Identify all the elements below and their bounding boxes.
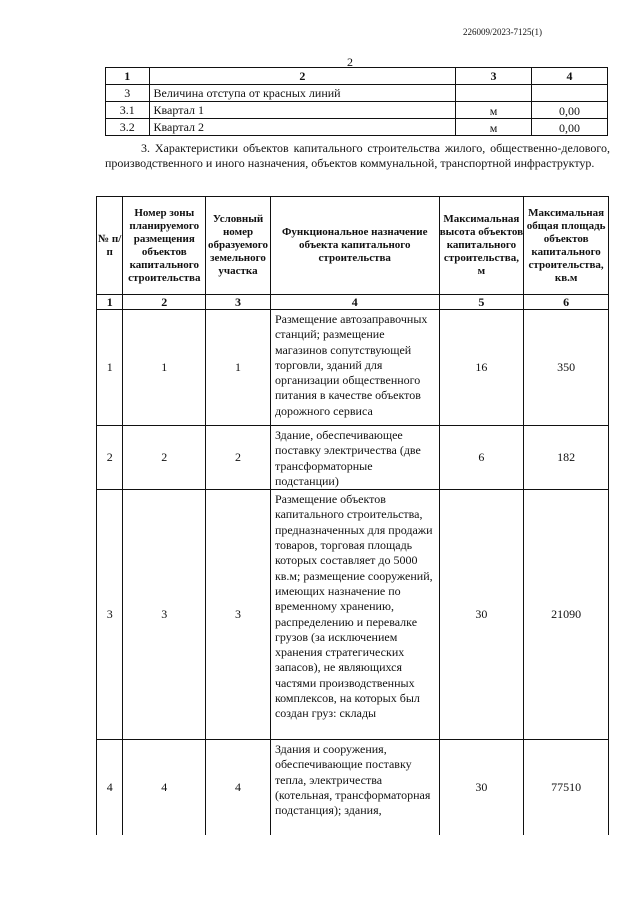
row-name: Величина отступа от красных линий	[149, 85, 456, 102]
max-area: 77510	[524, 740, 609, 835]
zone-number: 4	[123, 740, 206, 835]
header-cell: Номер зоны планируемого размещения объектов капитального строительства	[123, 197, 206, 295]
row-unit: м	[456, 119, 532, 136]
indents-table	[105, 67, 608, 136]
table-row	[106, 85, 608, 102]
table-row	[97, 310, 609, 426]
table-row	[97, 426, 609, 490]
row-number: 1	[97, 310, 123, 426]
max-height: 30	[439, 490, 524, 740]
table-row	[97, 740, 609, 835]
capital-construction-table	[96, 196, 609, 835]
plot-number: 3	[206, 490, 271, 740]
col-number: 1	[97, 295, 123, 310]
purpose-text: Здания и сооружения, обеспечивающие поставку тепла, электричества (котельная, трансформаторная подстанция); здания,	[270, 740, 439, 835]
plot-number: 2	[206, 426, 271, 490]
row-number: 3	[106, 85, 150, 102]
row-unit	[456, 85, 532, 102]
zone-number: 2	[123, 426, 206, 490]
max-height: 30	[439, 740, 524, 835]
row-value: 0,00	[531, 119, 607, 136]
section-paragraph: 3. Характеристики объектов капитального строительства жилого, общественно-делового, производственного и иного назначения, объектов коммунальной, транспортной инфраструктур.	[105, 141, 610, 170]
header-cell: Условный номер образуемого земельного участка	[206, 197, 271, 295]
col-number: 5	[439, 295, 524, 310]
plot-number: 1	[206, 310, 271, 426]
header-cell: № п/п	[97, 197, 123, 295]
purpose-text: Размещение автозаправочных станций; размещение магазинов сопутствующей торговли, зданий для организации общественного питания в качестве объектов дорожного сервиса	[270, 310, 439, 426]
col-number: 2	[149, 68, 456, 85]
page-number: 2	[347, 55, 353, 69]
max-area: 350	[524, 310, 609, 426]
max-height: 16	[439, 310, 524, 426]
document-id: 226009/2023-7125(1)	[463, 27, 542, 37]
column-numbers-row	[97, 295, 609, 310]
col-number: 2	[123, 295, 206, 310]
col-number: 4	[531, 68, 607, 85]
header-cell: Максимальная высота объектов капитального строительства, м	[439, 197, 524, 295]
table-header-row	[106, 68, 608, 85]
row-number: 2	[97, 426, 123, 490]
max-height: 6	[439, 426, 524, 490]
row-value	[531, 85, 607, 102]
header-cell: Функциональное назначение объекта капитального строительства	[270, 197, 439, 295]
row-unit: м	[456, 102, 532, 119]
col-number: 3	[456, 68, 532, 85]
table-row	[106, 102, 608, 119]
plot-number: 4	[206, 740, 271, 835]
row-number: 3	[97, 490, 123, 740]
row-value: 0,00	[531, 102, 607, 119]
row-name: Квартал 2	[149, 119, 456, 136]
zone-number: 3	[123, 490, 206, 740]
row-name: Квартал 1	[149, 102, 456, 119]
purpose-text: Размещение объектов капитального строительства, предназначенных для продажи товаров, торговая площадь которых составляет до 5000 кв.м; размещение сооружений, имеющих назначение по временному хранению, распределению и перевалке грузов (за исключением хранения стратегических запасов), не являющихся частями производственных комплексов, на которых был создан груз: склады	[270, 490, 439, 740]
col-number: 4	[270, 295, 439, 310]
max-area: 21090	[524, 490, 609, 740]
header-cell: Максимальная общая площадь объектов капитального строительства, кв.м	[524, 197, 609, 295]
table-header-row	[97, 197, 609, 295]
row-number: 3.2	[106, 119, 150, 136]
table-row	[97, 490, 609, 740]
row-number: 4	[97, 740, 123, 835]
max-area: 182	[524, 426, 609, 490]
row-number: 3.1	[106, 102, 150, 119]
table-row	[106, 119, 608, 136]
purpose-text: Здание, обеспечивающее поставку электричества (две трансформаторные подстанции)	[270, 426, 439, 490]
col-number: 6	[524, 295, 609, 310]
col-number: 1	[106, 68, 150, 85]
col-number: 3	[206, 295, 271, 310]
zone-number: 1	[123, 310, 206, 426]
